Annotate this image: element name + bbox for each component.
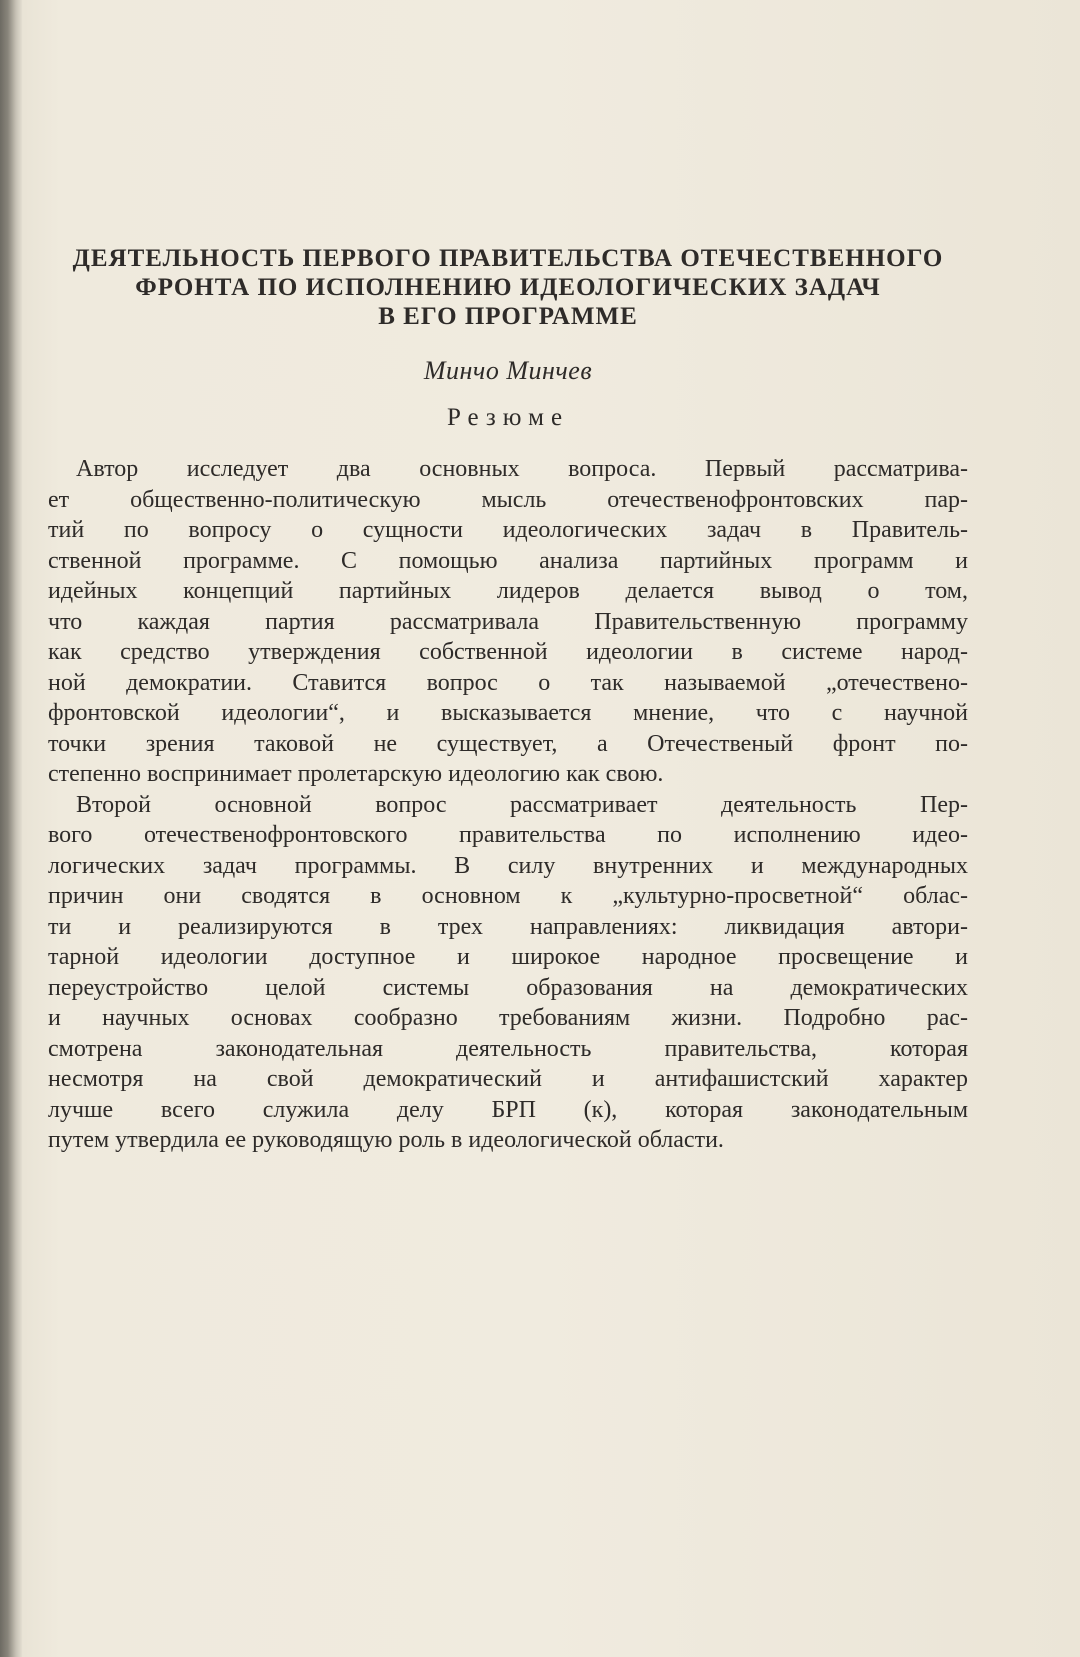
text-line: переустройство целой системы образования на демократических <box>48 974 968 1001</box>
book-binding-edge <box>0 0 22 1657</box>
summary-heading: Резюме <box>446 404 570 431</box>
paragraph-1 <box>48 454 968 790</box>
text-line: несмотря на свой демократический и антифашистский характер <box>48 1066 968 1092</box>
title-line: ДЕЯТЕЛЬНОСТЬ ПЕРВОГО ПРАВИТЕЛЬСТВА ОТЕЧЕСТВЕННОГО <box>72 245 944 272</box>
article-title <box>48 244 968 331</box>
paragraph-2 <box>48 790 968 1156</box>
title-line: ФРОНТА ПО ИСПОЛНЕНИЮ ИДЕОЛОГИЧЕСКИХ ЗАДАЧ <box>135 274 881 301</box>
text-line: как средство утверждения собственной идеологии в системе народ- <box>48 639 968 665</box>
text-line: ет общественно-политическую мысль отечественофронтовских пар- <box>48 486 968 513</box>
text-line: Автор исследует два основных вопроса. Первый рассматрива- <box>76 456 968 482</box>
text-line: фронтовской идеологии“, и высказывается мнение, что с научной <box>48 700 968 726</box>
text-line: и научных основах сообразно требованиям жизни. Подробно рас- <box>48 1005 968 1031</box>
text-line: смотрена законодательная деятельность правительства, которая <box>48 1035 968 1062</box>
text-line: тарной идеологии доступное и широкое народное просвещение и <box>48 944 968 970</box>
title-line: В ЕГО ПРОГРАММЕ <box>378 303 638 330</box>
text-line: Второй основной вопрос рассматривает деятельность Пер- <box>76 791 968 818</box>
text-line: степенно воспринимает пролетарскую идеологию как свою. <box>48 761 664 787</box>
text-line: точки зрения таковой не существует, а Отечественый фронт по- <box>48 730 968 757</box>
text-line: ти и реализируются в трех направлениях: ликвидация автори- <box>48 913 968 940</box>
text-line: идейных концепций партийных лидеров делается вывод о том, <box>48 578 968 604</box>
author-name: Минчо Минчев <box>423 356 593 385</box>
text-line: ной демократии. Ставится вопрос о так называемой „отечествено- <box>48 669 968 696</box>
text-line: ственной программе. С помощью анализа партийных программ и <box>48 547 968 574</box>
text-line: что каждая партия рассматривала Правительственную программу <box>48 608 968 635</box>
text-line: лучше всего служила делу БРП (к), которая законодательным <box>48 1096 968 1123</box>
text-line: тий по вопросу о сущности идеологических задач в Правитель- <box>48 517 968 543</box>
text-line: причин они сводятся в основном к „культурно-просветной“ облас- <box>48 883 968 909</box>
text-line: логических задач программы. В силу внутренних и международных <box>48 852 968 879</box>
text-line: путем утвердила ее руководящую роль в идеологической области. <box>48 1127 724 1153</box>
text-line: вого отечественофронтовского правительства по исполнению идео- <box>48 822 968 848</box>
article-summary <box>48 244 968 1156</box>
